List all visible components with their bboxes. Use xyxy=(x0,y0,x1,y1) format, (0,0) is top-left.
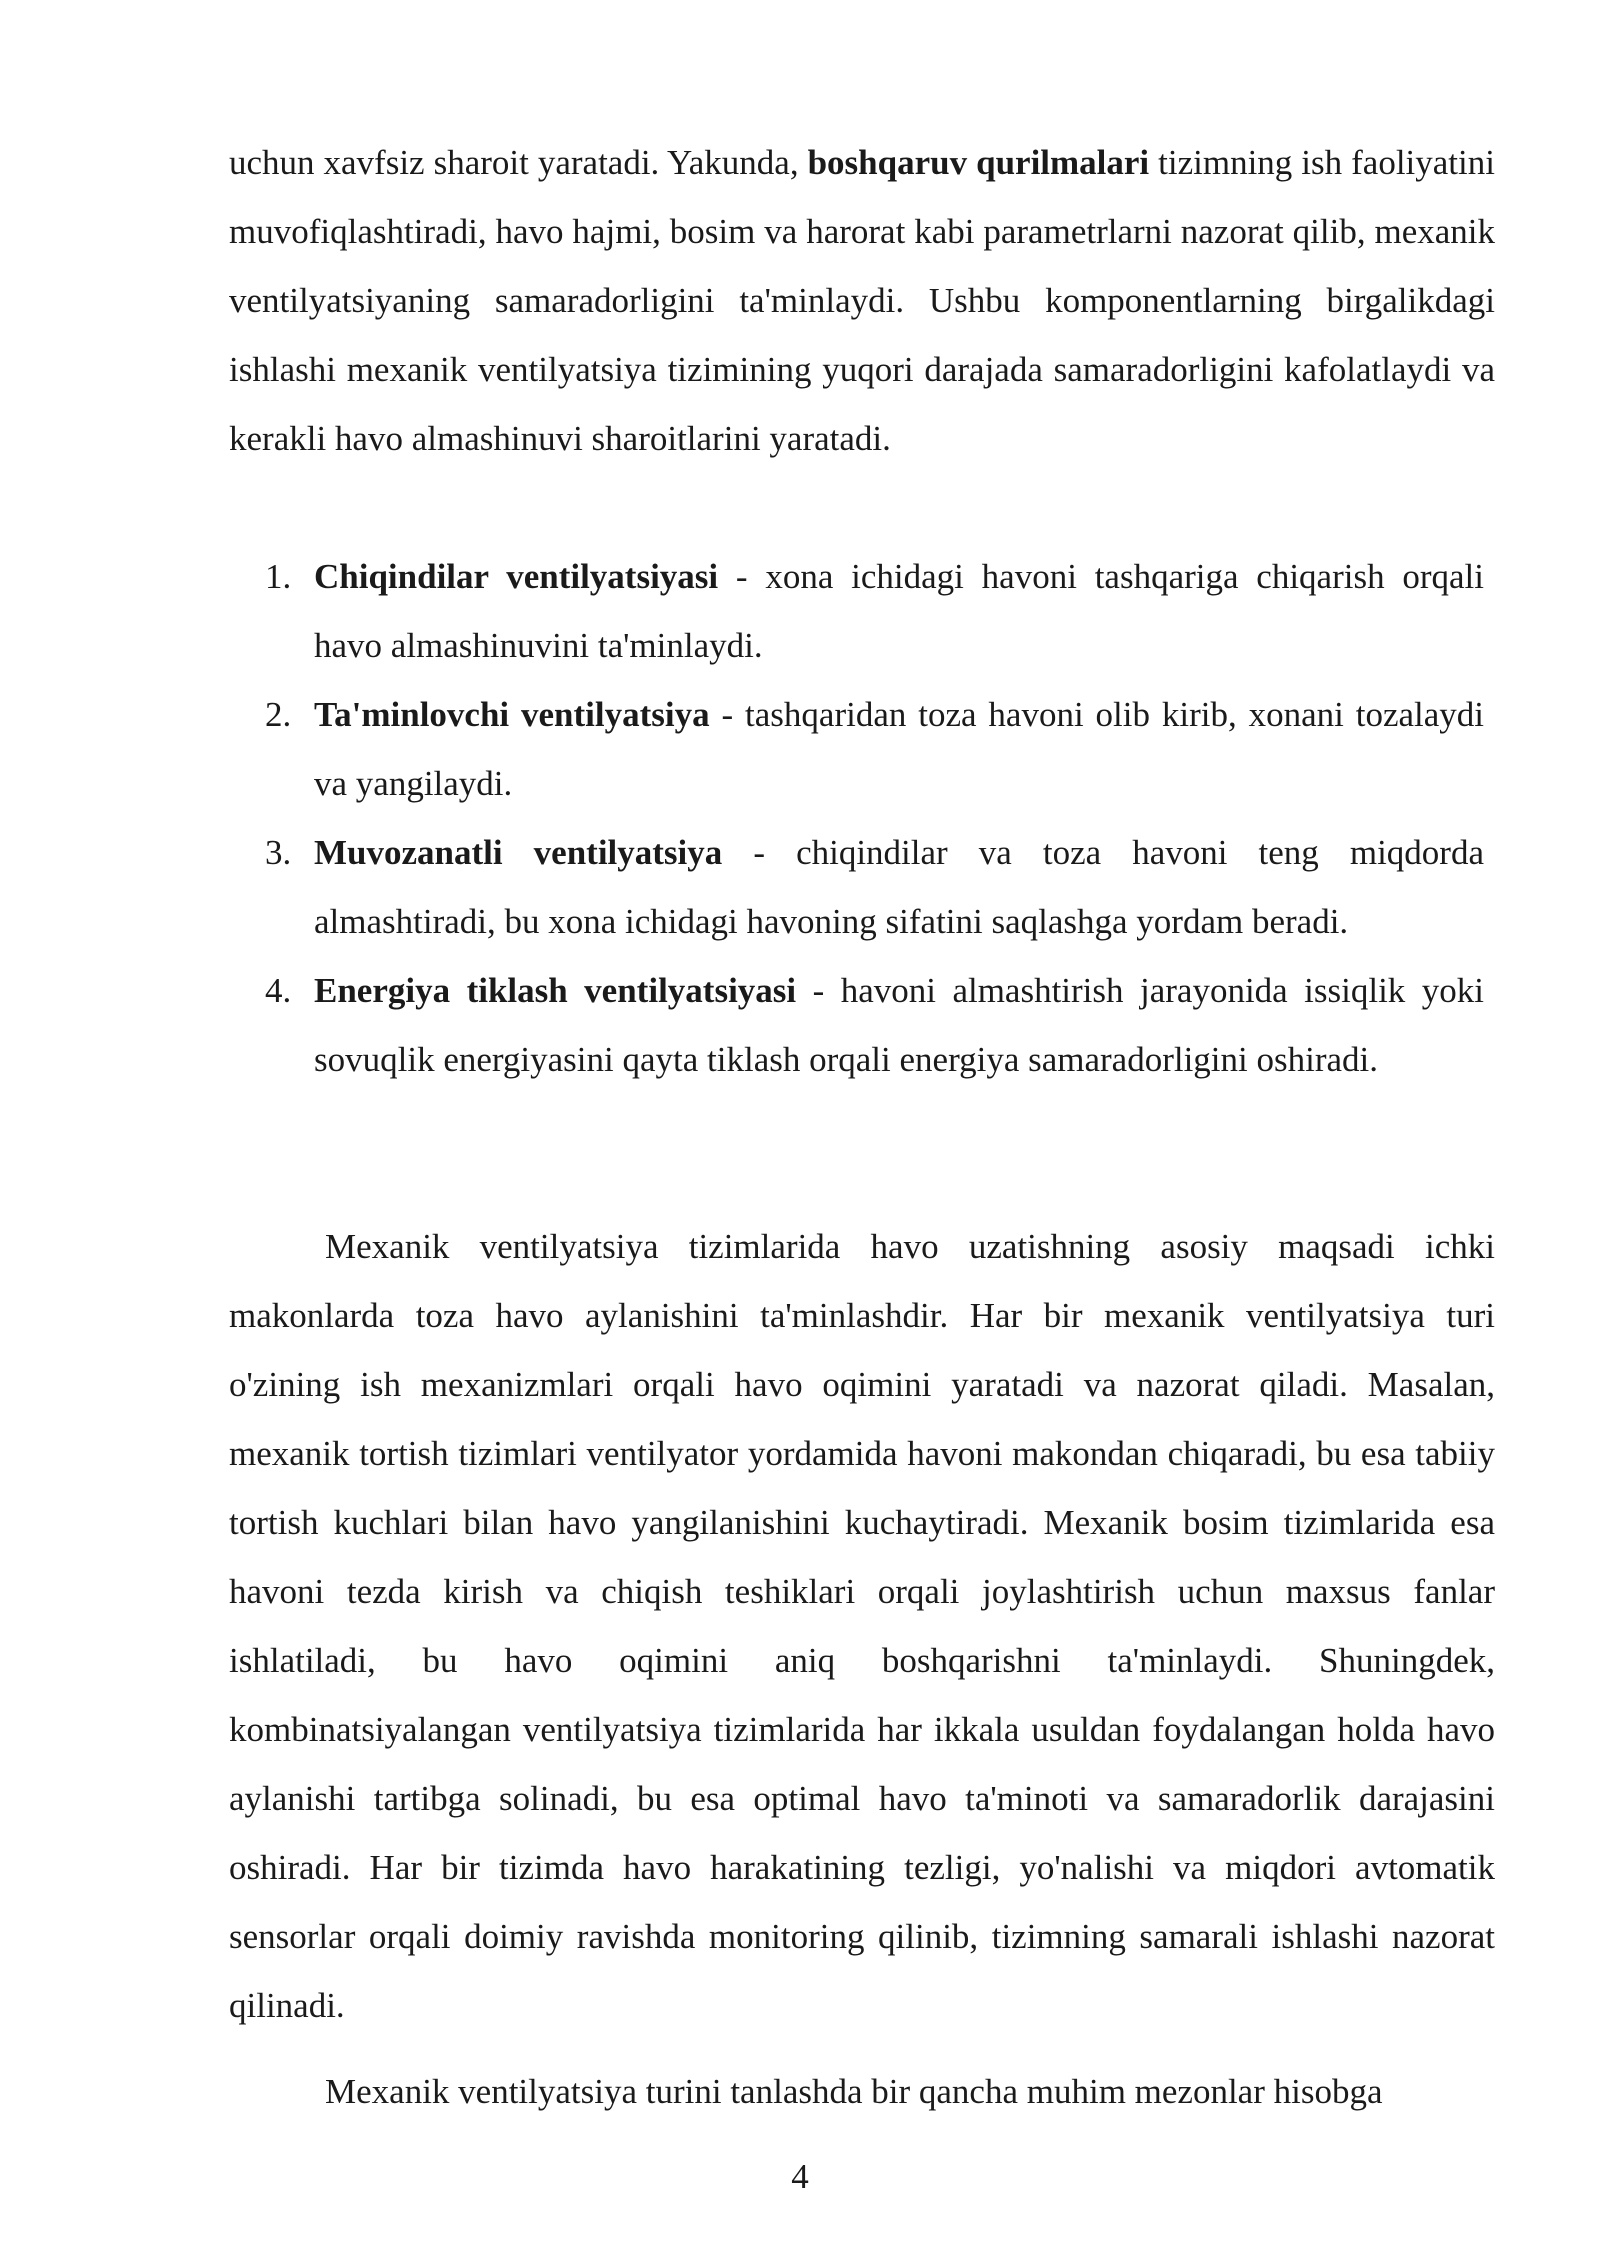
list-item xyxy=(229,542,1484,680)
list-item xyxy=(229,680,1484,818)
page-number: 4 xyxy=(791,2157,809,2196)
intro-text-end: tizimning ish faoliyatini muvofiqlashtiradi, havo hajmi, bosim va harorat kabi parametrlarni nazorat qilib, mexanik ventilyatsiyaning samaradorligini ta'minlaydi. Ushbu komponentlarning birgalikdagi ishlashi mexanik ventilyatsiya tizimining yuqori darajada samaradorligini kafolatlaydi va kerakli havo almashinuvi sharoitlarini yaratadi. xyxy=(229,143,1495,458)
main-paragraph: Mexanik ventilyatsiya tizimlarida havo uzatishning asosiy maqsadi ichki makonlarda toza havo aylanishini ta'minlashdir. Har bir mexanik ventilyatsiya turi o'zining ish mexanizmlari orqali havo oqimini yaratadi va nazorat qiladi. Masalan, mexanik tortish tizimlari ventilyator yordamida havoni makondan chiqaradi, bu esa tabiiy tortish kuchlari bilan havo yangilanishini kuchaytiradi. Mexanik bosim tizimlarida esa havoni tezda kirish va chiqish teshiklari orqali joylashtirish uchun maxsus fanlar ishlatiladi, bu havo oqimini aniq boshqarishni ta'minlaydi. Shuningdek, kombinatsiyalangan ventilyatsiya tizimlarida har ikkala usuldan foydalangan holda havo aylanishi tartibga solinadi, bu esa optimal havo ta'minoti va samaradorlik darajasini oshiradi. Har bir tizimda havo harakatining tezligi, yo'nalishi va miqdori avtomatik sensorlar orqali doimiy ravishda monitoring qilinib, tizimning samarali ishlashi nazorat qilinadi. xyxy=(229,1227,1495,2025)
intro-paragraph xyxy=(229,128,1495,473)
list-item-number: 2. xyxy=(265,695,292,734)
list-item-number: 3. xyxy=(265,833,292,872)
next-paragraph-block xyxy=(229,2057,1495,2126)
list-item-description: - xona ichidagi havoni tashqariga chiqarish orqali havo almashinuvini ta'minlaydi. xyxy=(314,557,1484,665)
list-item-description: - tashqaridan toza havoni olib kirib, xonani tozalaydi va yangilaydi. xyxy=(314,695,1484,803)
list-item-number: 1. xyxy=(265,557,292,596)
list-item xyxy=(229,956,1484,1094)
list-item-term: Muvozanatli ventilyatsiya xyxy=(314,833,723,872)
next-paragraph: Mexanik ventilyatsiya turini tanlashda bir qancha muhim mezonlar hisobga xyxy=(325,2072,1383,2111)
ventilation-types-list xyxy=(229,542,1495,1094)
list-item-description: - chiqindilar va toza havoni teng miqdorda almashtiradi, bu xona ichidagi havoning sifatini saqlashga yordam beradi. xyxy=(314,833,1484,941)
intro-text-start: uchun xavfsiz sharoit yaratadi. Yakunda, xyxy=(229,143,808,182)
list-item-term: Ta'minlovchi ventilyatsiya xyxy=(314,695,710,734)
intro-bold-term: boshqaruv qurilmalari xyxy=(807,143,1150,182)
intro-text xyxy=(229,128,1495,473)
list-item-term: Chiqindilar ventilyatsiyasi xyxy=(314,557,719,596)
main-paragraph-block xyxy=(229,1212,1495,2040)
list-item-number: 4. xyxy=(265,971,292,1010)
list-item-description: - havoni almashtirish jarayonida issiqlik yoki sovuqlik energiyasini qayta tiklash orqali energiya samaradorligini oshiradi. xyxy=(314,971,1484,1079)
list-item-term: Energiya tiklash ventilyatsiyasi xyxy=(314,971,797,1010)
list-item xyxy=(229,818,1484,956)
